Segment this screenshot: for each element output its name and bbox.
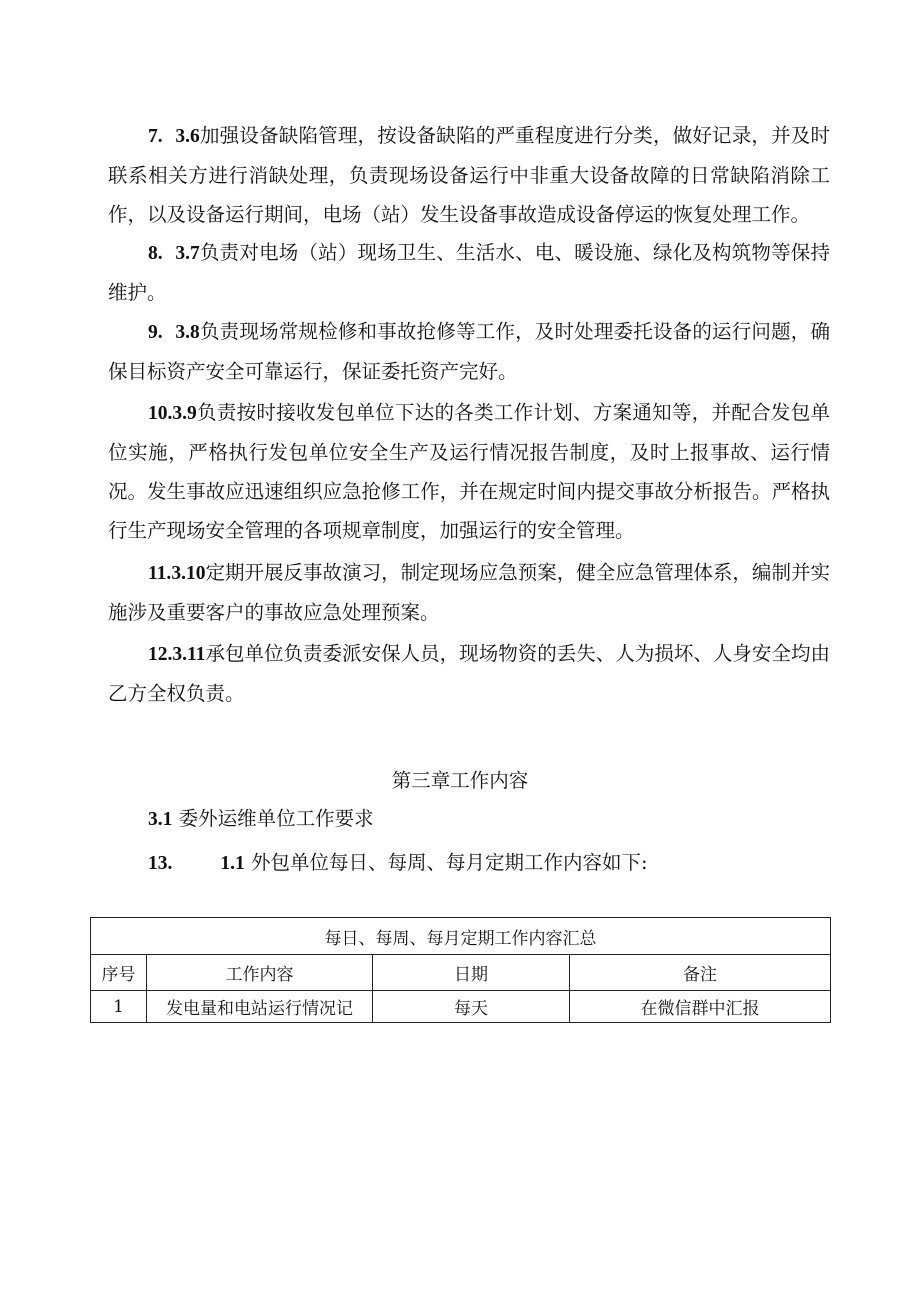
cell-work-content: 发电量和电站运行情况记 bbox=[147, 991, 373, 1023]
clause-number: 3.11 bbox=[172, 644, 206, 665]
paragraph-text: 负责现场常规检修和事故抢修等工作，及时处理委托设备的运行问题，确保目标资产安全可靠运行，保证委托资产完好。 bbox=[108, 320, 830, 383]
paragraph-number: 11. bbox=[148, 563, 172, 584]
paragraph-number: 8. bbox=[148, 243, 163, 264]
header-work-content: 工作内容 bbox=[147, 955, 373, 991]
paragraph-text: 负责按时接收发包单位下达的各类工作计划、方案通知等，并配合发包单位实施，严格执行发包单位安全生产及运行情况报告制度，及时上报事故、运行情况。发生事故应迅速组织应急抢修工作，并在规定时间内提交事故分析报告。严格执行生产现场安全管理的各项规章制度，加强运行的安全管理。 bbox=[108, 401, 830, 542]
section-heading bbox=[148, 801, 374, 838]
paragraph-number: 10. bbox=[148, 403, 173, 424]
item-clause-number: 1.1 bbox=[220, 853, 245, 874]
paragraph-8 bbox=[108, 233, 830, 312]
section-number: 3.1 bbox=[148, 809, 173, 830]
paragraph-text: 承包单位负责委派安保人员，现场物资的丢失、人为损坏、人身安全均由乙方全权负责。 bbox=[108, 642, 830, 705]
clause-number: 3.10 bbox=[171, 563, 206, 584]
table-header-row bbox=[91, 955, 831, 991]
paragraph-10 bbox=[108, 393, 830, 550]
item-13 bbox=[148, 845, 648, 882]
paragraph-number: 9. bbox=[148, 322, 163, 343]
chapter-title: 第三章工作内容 bbox=[391, 769, 529, 792]
paragraph-number: 7. bbox=[148, 126, 163, 147]
cell-remarks: 在微信群中汇报 bbox=[570, 991, 831, 1023]
clause-number: 3.8 bbox=[175, 322, 200, 343]
paragraph-number: 12. bbox=[148, 644, 173, 665]
paragraph-11 bbox=[108, 553, 830, 632]
paragraph-9 bbox=[108, 312, 830, 391]
section-text: 委外运维单位工作要求 bbox=[178, 807, 374, 830]
table-title: 每日、每周、每月定期工作内容汇总 bbox=[91, 918, 831, 955]
paragraph-text: 定期开展反事故演习，制定现场应急预案，健全应急管理体系，编制并实施涉及重要客户的事故应急处理预案。 bbox=[108, 561, 830, 624]
header-date: 日期 bbox=[373, 955, 570, 991]
schedule-table bbox=[90, 917, 831, 1023]
header-remarks: 备注 bbox=[570, 955, 831, 991]
table-title-row bbox=[91, 918, 831, 955]
paragraph-text: 负责对电场（站）现场卫生、生活水、电、暖设施、绿化及构筑物等保持维护。 bbox=[108, 241, 830, 304]
paragraph-12 bbox=[108, 634, 830, 713]
header-index: 序号 bbox=[91, 955, 147, 991]
cell-index: 1 bbox=[91, 991, 147, 1023]
item-number: 13. bbox=[148, 853, 173, 874]
item-text: 外包单位每日、每周、每月定期工作内容如下: bbox=[250, 851, 648, 874]
paragraph-text: 加强设备缺陷管理，按设备缺陷的严重程度进行分类，做好记录，并及时联系相关方进行消缺处理，负责现场设备运行中非重大设备故障的日常缺陷消除工作，以及设备运行期间，电场（站）发生设备事故造成设备停运的恢复处理工作。 bbox=[108, 124, 830, 226]
clause-number: 3.9 bbox=[172, 403, 197, 424]
clause-number: 3.6 bbox=[175, 126, 200, 147]
paragraph-7 bbox=[108, 116, 830, 234]
cell-date: 每天 bbox=[373, 991, 570, 1023]
clause-number: 3.7 bbox=[175, 243, 200, 264]
table-row bbox=[91, 991, 831, 1023]
